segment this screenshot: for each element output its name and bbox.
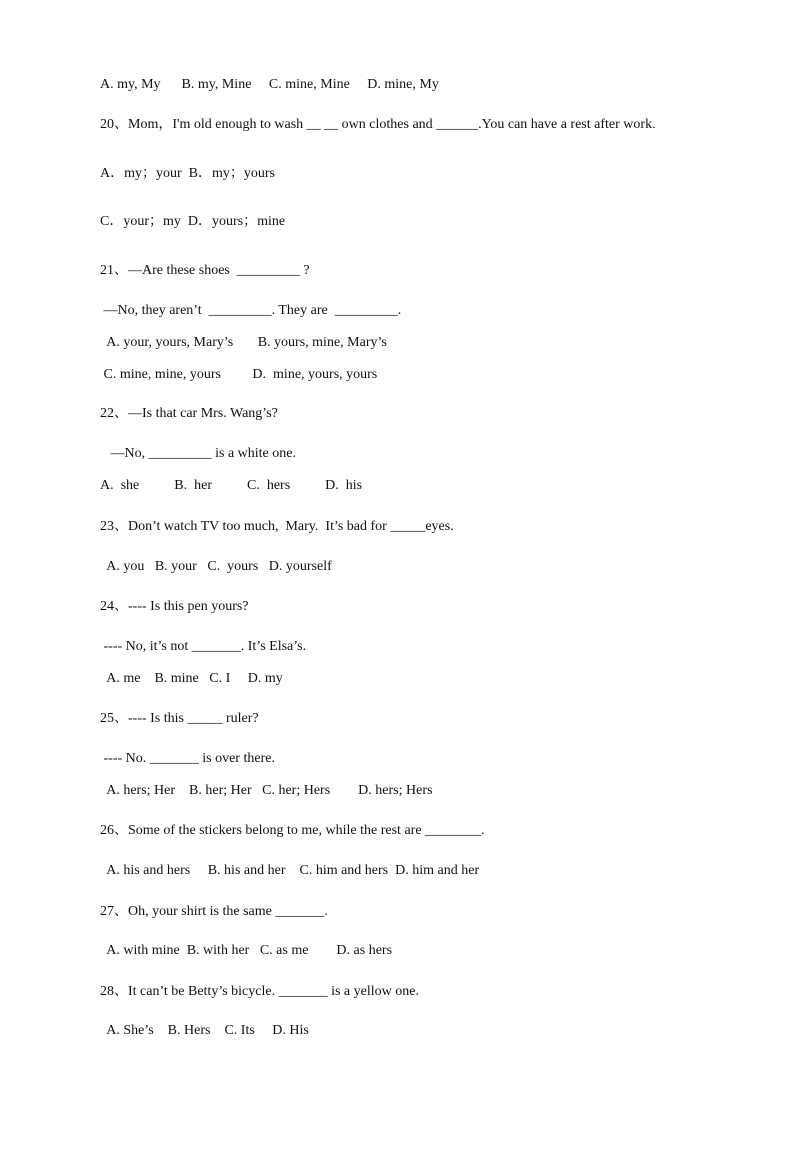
q28-question: 28、It can’t be Betty’s bicycle. _______ is a yellow one.: [100, 984, 419, 999]
q20-options-ab: A．my；your B．my；yours: [100, 166, 275, 181]
q24-question: 24、---- Is this pen yours?: [100, 599, 249, 614]
q22-options: A. she B. her C. hers D. his: [100, 478, 363, 493]
q24-options: A. me B. mine C. I D. my: [100, 671, 283, 686]
q25-question: 25、---- Is this _____ ruler?: [100, 711, 259, 726]
q23-options: A. you B. your C. yours D. yourself: [100, 559, 332, 574]
q27-question: 27、Oh, your shirt is the same _______.: [100, 904, 328, 919]
q26-options: A. his and hers B. his and her C. him and hers D. him and her: [100, 863, 480, 878]
q28-options: A. She’s B. Hers C. Its D. His: [100, 1023, 309, 1038]
q27-options: A. with mine B. with her C. as me D. as hers: [100, 943, 393, 958]
q21-options-cd: C. mine, mine, yours D. mine, yours, yours: [100, 367, 378, 382]
q25-options: A. hers; Her B. her; Her C. her; Hers D. hers; Hers: [100, 783, 433, 798]
q25-reply: ---- No. _______ is over there.: [100, 751, 275, 766]
q22-reply: —No, _________ is a white one.: [100, 446, 296, 461]
q23-question: 23、Don’t watch TV too much, Mary. It’s bad for _____eyes.: [100, 519, 454, 534]
q26-question: 26、Some of the stickers belong to me, while the rest are ________.: [100, 823, 485, 838]
q24-reply: ---- No, it’s not _______. It’s Elsa’s.: [100, 639, 307, 654]
q20-question: 20、Mom，I'm old enough to wash __ __ own clothes and ______.You can have a rest after work.: [100, 117, 656, 132]
q20-options-cd: C．your；my D．yours；mine: [100, 214, 286, 229]
q21-options-ab: A. your, yours, Mary’s B. yours, mine, Mary’s: [100, 335, 387, 350]
q21-question: 21、—Are these shoes _________ ?: [100, 263, 310, 278]
q21-reply: —No, they aren’t _________. They are _________.: [100, 303, 402, 318]
q19-options: A. my, My B. my, Mine C. mine, Mine D. mine, My: [100, 77, 439, 92]
q22-question: 22、—Is that car Mrs. Wang’s?: [100, 406, 278, 421]
